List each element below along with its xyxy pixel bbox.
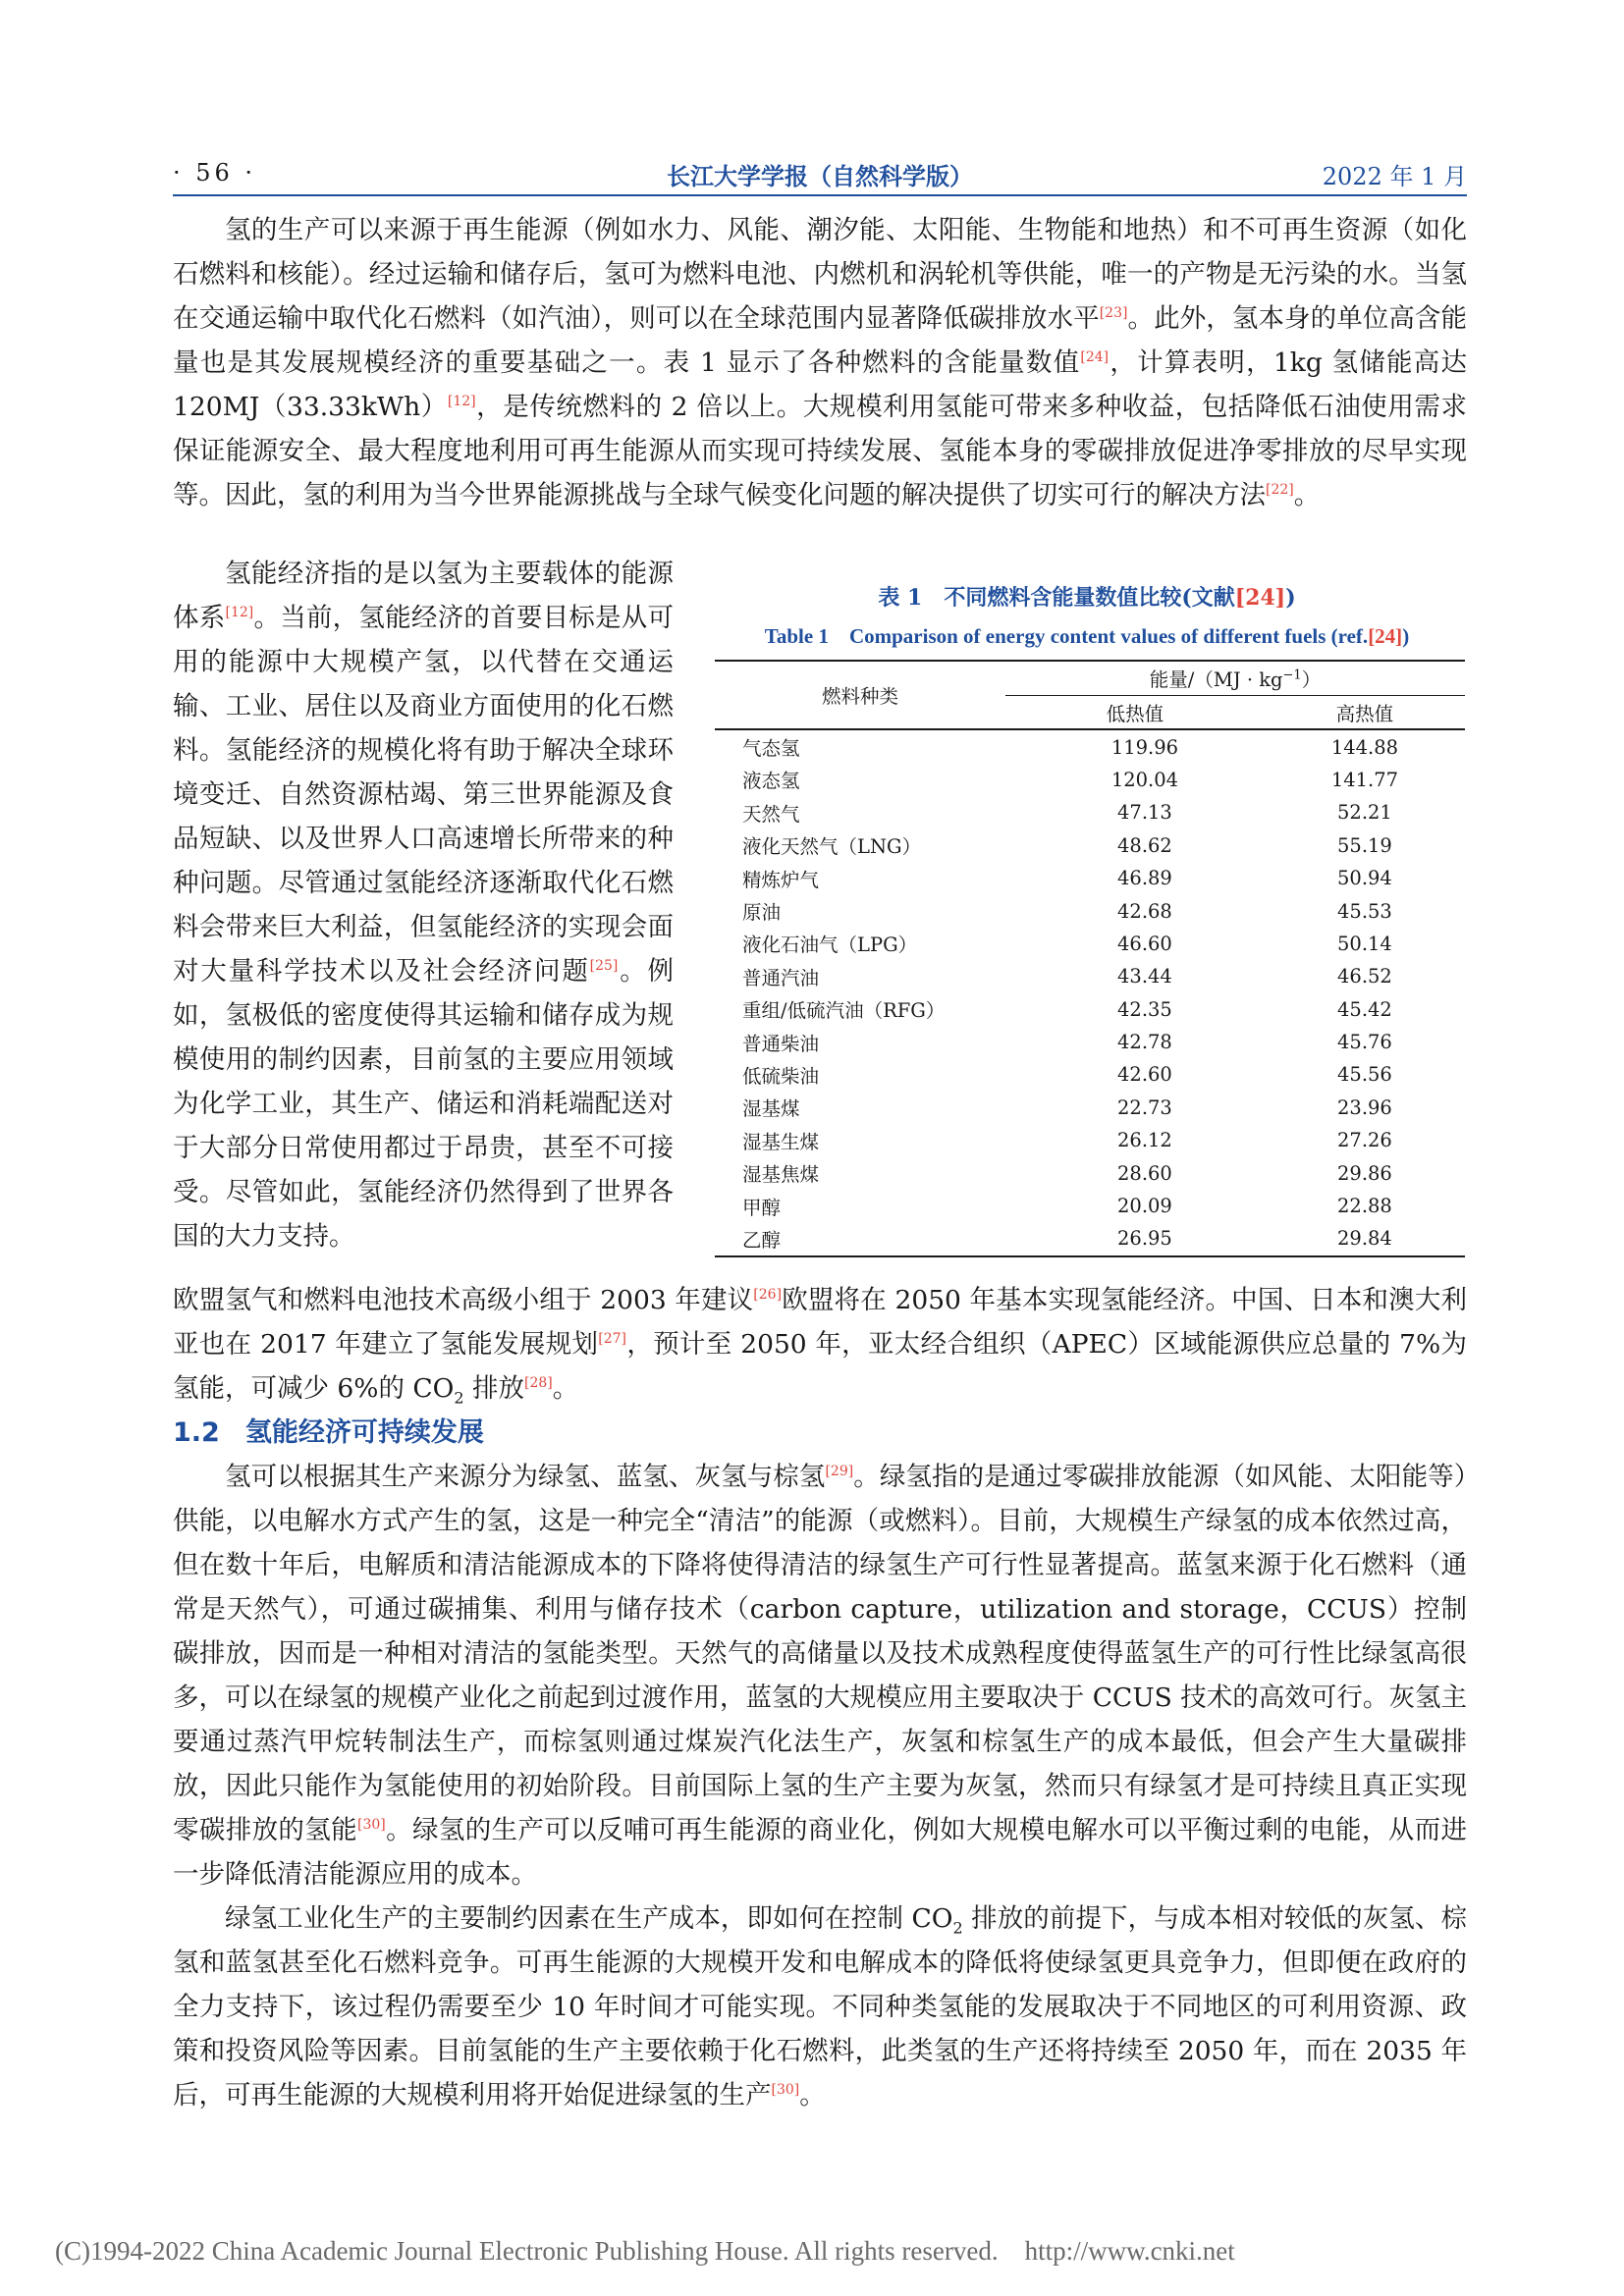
lhv-value: 48.62: [1117, 833, 1172, 857]
fuel-name: 湿基焦煤: [742, 1163, 820, 1187]
table-row: [715, 1092, 1465, 1124]
lhv-value: 43.44: [1117, 965, 1172, 988]
lhv-value: 46.89: [1117, 867, 1172, 890]
copyright-footer: (C)1994-2022 China Academic Journal Electronic Publishing House. All rights reserved. http://www.cnki.net: [55, 2236, 1235, 2266]
citation[interactable]: [22]: [1266, 482, 1294, 499]
fuel-name: 普通汽油: [742, 966, 820, 989]
hhv-value: 22.88: [1337, 1195, 1392, 1218]
citation[interactable]: [30]: [357, 1817, 386, 1834]
paragraph-1: 氢的生产可以来源于再生能源（例如水力、风能、潮汐能、太阳能、生物能和地热）和不可再生资源（如化石燃料和核能）。经过运输和储存后，氢可为燃料电池、内燃机和涡轮机等供能，唯一的产物是无污染的水。当氢在交通运输中取代化石燃料（如汽油），则可以在全球范围内显著降低碳排放水平[23]。此外，氢本身的单位高含能量也是其发展规模经济的重要基础之一。表 1 显示了各种燃料的含能量数值[24]，计算表明，1kg 氢储能高达 120MJ（33.33kWh）[12]，是传统燃料的 2 倍以上。大规模利用氢能可带来多种收益，包括降低石油使用需求保证能源安全、最大程度地利用可再生能源从而实现可持续发展、氢能本身的零碳排放促进净零排放的尽早实现等。因此，氢的利用为当今世界能源挑战与全球气候变化问题的解决提供了切实可行的解决方法[22]。: [173, 215, 1468, 510]
hhv-value: 27.26: [1337, 1129, 1392, 1152]
hhv-value: 50.14: [1337, 932, 1392, 955]
lhv-value: 20.09: [1117, 1195, 1172, 1218]
fuel-name: 普通柴油: [742, 1032, 820, 1055]
fuel-name: 重组/低硫汽油（RFG）: [742, 999, 946, 1023]
lhv-value: 42.78: [1117, 1031, 1172, 1054]
lhv-value: 42.68: [1117, 899, 1172, 923]
section-number: 1.2: [173, 1417, 220, 1448]
lhv-value: 46.60: [1117, 932, 1172, 955]
table-row: [715, 928, 1465, 960]
citation[interactable]: [27]: [598, 1331, 627, 1348]
lhv-value: 28.60: [1117, 1161, 1172, 1185]
lhv-value: 119.96: [1110, 735, 1179, 759]
section-heading: [173, 1411, 484, 1449]
citation[interactable]: [28]: [524, 1375, 553, 1392]
journal-name: 长江大学学报（自然科学版）: [667, 162, 973, 190]
citation[interactable]: [25]: [589, 958, 619, 975]
citation[interactable]: [26]: [753, 1287, 783, 1304]
hhv-value: 45.76: [1337, 1031, 1392, 1054]
lhv-value: 42.60: [1117, 1063, 1172, 1087]
fuel-energy-table: [715, 660, 1465, 1257]
col-header-energy: 能量$/(MJ \cdot kg^{-1})$: [1005, 661, 1465, 696]
lhv-value: 120.04: [1110, 768, 1179, 791]
header-rule: [173, 194, 1467, 196]
paragraph-3: 氢可以根据其生产来源分为绿氢、蓝氢、灰氢与棕氢[29]。绿氢指的是通过零碳排放能源（如风能、太阳能等）供能，以电解水方式产生的氢，这是一种完全“清洁”的能源（或燃料）。目前，大规模生产绿氢的成本依然过高，但在数十年后，电解质和清洁能源成本的下降将使得清洁的绿氢生产可行性显著提高。蓝氢来源于化石燃料（通常是天然气），可通过碳捕集、利用与储存技术（carbon capture，utilization and storage，CCUS）控制碳排放，因而是一种相对清洁的氢能类型。天然气的高储量以及技术成熟程度使得蓝氢生产的可行性比绿氢高很多，可以在绿氢的规模产业化之前起到过渡作用，蓝氢的大规模应用主要取决于 CCUS 技术的高效可行。灰氢主要通过蒸汽甲烷转制法生产，而棕氢则通过煤炭汽化法生产，灰氢和棕氢生产的成本最低，但会产生大量碳排放，因此只能作为氢能使用的初始阶段。目前国际上氢的生产主要为灰氢，然而只有绿氢才是可持续且真正实现零碳排放的氢能[30]。绿氢的生产可以反哺可再生能源的商业化，例如大规模电解水可以平衡过剩的电能，从而进一步降低清洁能源应用的成本。: [173, 1462, 1468, 1890]
fuel-name: 天然气: [742, 802, 800, 826]
lhv-value: 26.12: [1117, 1129, 1172, 1152]
paragraph-4: 绿氢工业化生产的主要制约因素在生产成本，即如何在控制 $CO_2$ 排放的前提下，与成本相对较低的灰氢、棕氢和蓝氢甚至化石燃料竞争。可再生能源的大规模开发和电解成本的降低将使绿氢更具竞争力，但即便在政府的全力支持下，该过程仍需要至少 10 年时间才可能实现。不同种类氢能的发展取决于不同地区的可利用资源、政策和投资风险等因素。目前氢能的生产主要依赖于化石燃料，此类氢的生产还将持续至 2050 年，而在 2035 年后，可再生能源的大规模利用将开始促进绿氢的生产[30]。: [173, 1903, 1467, 2110]
hhv-value: 23.96: [1337, 1095, 1392, 1119]
hhv-value: 45.42: [1337, 997, 1392, 1021]
table-caption-cn: 表 1 不同燃料含能量数值比较(文献[24]): [878, 585, 1296, 611]
lhv-value: 22.73: [1117, 1095, 1172, 1119]
fuel-name: 气态氢: [742, 737, 800, 761]
citation[interactable]: [12]: [225, 605, 254, 621]
table-row: [715, 1124, 1465, 1156]
col-header-fuel: 燃料种类: [715, 661, 1005, 729]
fuel-name: 原油: [742, 901, 782, 925]
section-title: 氢能经济可持续发展: [244, 1417, 484, 1448]
table-row: [715, 1026, 1465, 1058]
fuel-name: 湿基煤: [742, 1097, 800, 1121]
table-row: [715, 764, 1465, 796]
col-header-lhv: 低热值: [1005, 696, 1265, 730]
citation[interactable]: [24]: [1080, 349, 1110, 366]
table-row: [715, 1156, 1465, 1189]
running-header: [173, 157, 1467, 192]
page-number: · 56 ·: [173, 159, 257, 187]
fuel-name: 湿基生煤: [742, 1130, 820, 1153]
paragraph-2-continued: 欧盟氢气和燃料电池技术高级小组于 2003 年建议[26]欧盟将在 2050 年基本实现氢能经济。中国、日本和澳大利亚也在 2017 年建立了氢能发展规划[27]，预计至 2050 年，亚太经合组织（APEC）区域能源供应总量的 7%为氢能，可减少 6%的 $CO_2$ 排放[28]。: [173, 1285, 1467, 1408]
issue-date: 2022 年 1 月: [1322, 163, 1467, 190]
fuel-name: 液态氢: [742, 770, 800, 793]
table-row: [715, 960, 1465, 992]
lhv-value: 26.95: [1005, 1222, 1265, 1255]
citation[interactable]: [30]: [771, 2082, 800, 2099]
fuel-name: 液化天然气（LNG）: [742, 835, 922, 859]
hhv-value: 144.88: [1330, 735, 1399, 759]
hhv-value: 45.56: [1337, 1063, 1392, 1087]
hhv-value: 50.94: [1337, 867, 1392, 890]
fuel-name: 乙醇: [715, 1222, 1005, 1255]
col-header-hhv: 高热值: [1265, 696, 1465, 730]
hhv-value: 46.52: [1337, 965, 1392, 988]
table-row: [715, 894, 1465, 927]
hhv-value: 45.53: [1337, 899, 1392, 923]
citation[interactable]: [29]: [825, 1464, 854, 1480]
table-row: [715, 729, 1465, 763]
fuel-name: 甲醇: [742, 1196, 782, 1219]
hhv-value: 52.21: [1337, 801, 1392, 825]
fuel-name: 液化石油气（LPG）: [742, 934, 918, 957]
table-row: [715, 993, 1465, 1026]
fuel-name: 精炼炉气: [742, 868, 820, 891]
lhv-value: 47.13: [1117, 801, 1172, 825]
hhv-value: 29.84: [1265, 1222, 1465, 1255]
hhv-value: 55.19: [1337, 833, 1392, 857]
fuel-name: 低硫柴油: [742, 1064, 820, 1088]
hhv-value: 29.86: [1337, 1161, 1392, 1185]
table-row: [715, 1058, 1465, 1091]
table-row: [715, 829, 1465, 862]
citation[interactable]: [12]: [447, 394, 476, 410]
table-row: [715, 1190, 1465, 1222]
table-row: [715, 1222, 1465, 1255]
table-row: [715, 862, 1465, 894]
lhv-value: 42.35: [1117, 997, 1172, 1021]
citation[interactable]: [23]: [1099, 305, 1128, 322]
hhv-value: 141.77: [1330, 768, 1399, 791]
table-caption-en: Table 1 Comparison of energy content values of different fuels (ref.[24]): [764, 624, 1410, 648]
paragraph-2: 氢能经济指的是以氢为主要载体的能源体系[12]。当前，氢能经济的首要目标是从可用的能源中大规模产氢，以代替在交通运输、工业、居住以及商业方面使用的化石燃料。氢能经济的规模化将有助于解决全球环境变迁、自然资源枯竭、第三世界能源及食品短缺、以及世界人口高速增长所带来的种种问题。尽管通过氢能经济逐渐取代化石燃料会带来巨大利益，但氢能经济的实现会面对大量科学技术以及社会经济问题[25]。例如，氢极低的密度使得其运输和储存成为规模使用的制约因素，目前氢的主要应用领域为化学工业，其生产、储运和消耗端配送对于大部分日常使用都过于昂贵，甚至不可接受。尽管如此，氢能经济仍然得到了世界各国的大力支持。: [173, 559, 675, 1252]
table-row: [715, 796, 1465, 828]
